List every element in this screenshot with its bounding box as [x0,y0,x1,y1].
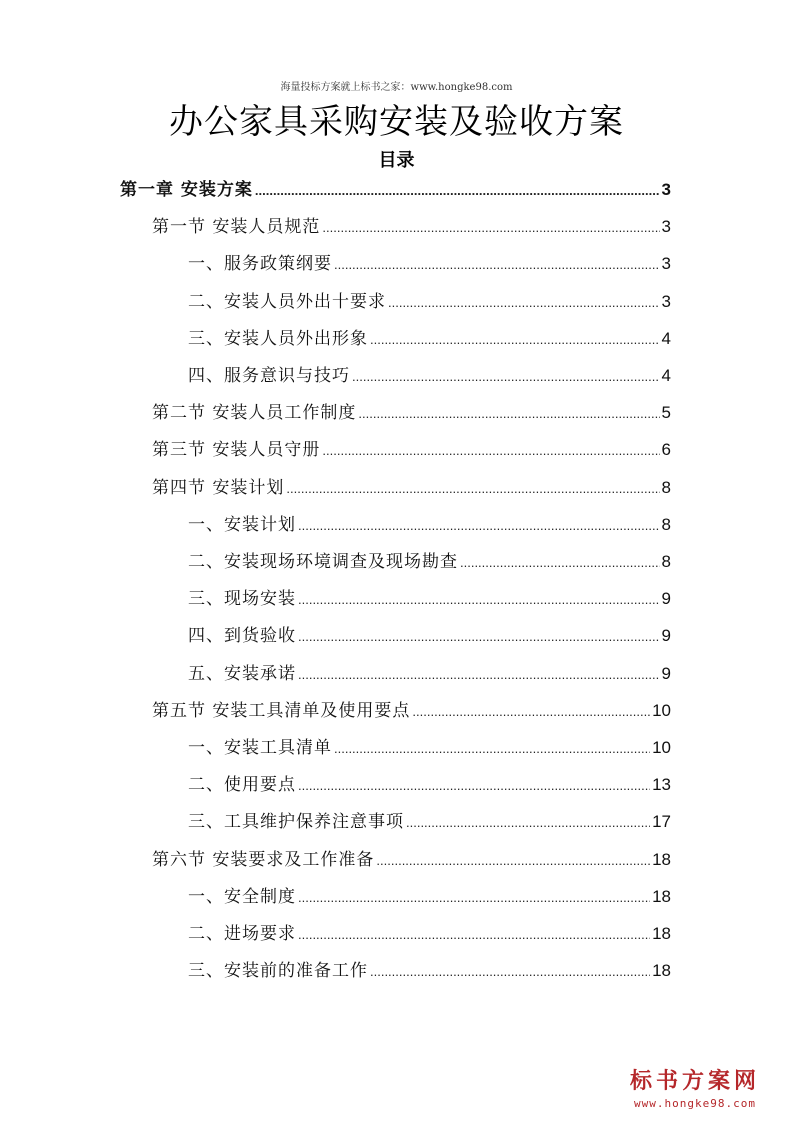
toc-leader-dots [298,592,660,607]
toc-entry[interactable] [152,696,671,733]
watermark-logo [615,1064,775,1110]
toc-leader-dots [322,443,659,458]
toc-leader-dots [298,518,660,533]
toc-entry[interactable] [188,249,671,286]
toc-entry-page-number: 9 [661,589,671,609]
toc-entry[interactable] [188,287,671,324]
toc-leader-dots [298,890,650,905]
toc-entry[interactable] [152,212,671,249]
document-title: 办公家具采购安装及验收方案 [169,102,624,142]
toc-entry-label: 第二节 安装人员工作制度 [152,403,357,424]
toc-entry[interactable] [152,845,671,882]
toc-entry[interactable] [188,547,671,584]
toc-entry-label: 第六节 安装要求及工作准备 [152,849,375,870]
toc-entry-page-number: 4 [661,366,671,385]
toc-entry-page-number: 9 [661,663,671,683]
toc-leader-dots [298,629,660,644]
toc-leader-dots [358,406,659,421]
toc-leader-dots [370,964,650,979]
toc-entry-label: 四、到货验收 [188,626,296,647]
toc-entry[interactable] [188,621,671,658]
toc-entry-page-number: 9 [661,626,671,646]
toc-entry[interactable] [188,770,671,807]
toc-entry-page-number: 8 [661,477,671,497]
toc-entry[interactable] [188,956,671,993]
toc-entry-page-number: 3 [661,291,671,311]
toc-entry[interactable] [152,473,671,510]
toc-entry-page-number: 18 [652,924,671,943]
toc-leader-dots [322,220,659,235]
toc-entry-label: 三、工具维护保养注意事项 [188,812,404,833]
toc-leader-dots [460,555,660,570]
toc-entry-label: 三、现场安装 [188,589,296,610]
toc-entry-label: 第四节 安装计划 [152,477,285,498]
toc-entry-label: 五、安装承诺 [188,663,296,684]
toc-heading: 目录 [378,150,415,171]
toc-leader-dots [406,815,650,830]
watermark-url: www.hongke98.com [634,1097,756,1110]
toc-entry-page-number: 5 [661,403,671,423]
toc-entry-label: 二、安装人员外出十要求 [188,291,386,312]
toc-entry-label: 第一节 安装人员规范 [152,217,321,238]
toc-entry-page-number: 3 [661,180,671,199]
toc-entry[interactable] [152,435,671,472]
toc-entry[interactable] [188,584,671,621]
toc-leader-dots [388,295,660,310]
toc-leader-dots [334,741,650,756]
toc-entry-page-number: 10 [652,700,671,720]
toc-leader-dots [286,481,659,496]
toc-entry-label: 三、安装前的准备工作 [188,961,368,982]
toc-entry-page-number: 3 [661,217,671,237]
toc-leader-dots [376,853,650,868]
toc-leader-dots [298,778,650,793]
toc-leader-dots [412,704,650,719]
toc-entry-label: 一、安装计划 [188,514,296,535]
toc-entry-page-number: 18 [652,849,671,869]
toc-entry-page-number: 8 [661,552,671,571]
toc-leader-dots [352,369,660,384]
toc-entry-label: 四、服务意识与技巧 [188,366,350,386]
toc-entry[interactable] [188,324,671,361]
toc-leader-dots [334,257,660,272]
toc-entry-page-number: 13 [652,775,671,795]
toc-entry-label: 二、安装现场环境调查及现场勘查 [188,552,458,572]
toc-entry-label: 一、安装工具清单 [188,738,332,758]
toc-entry-label: 二、进场要求 [188,924,296,944]
toc-entry-page-number: 10 [652,738,671,757]
toc-entry-page-number: 8 [661,514,671,534]
header-note: 海量投标方案就上标书之家：www.hongke98.com [280,82,513,93]
toc-entry-label: 二、使用要点 [188,775,296,796]
toc-leader-dots [298,667,660,682]
toc-entry[interactable] [188,919,671,956]
toc-entry[interactable] [188,510,671,547]
toc-entry[interactable] [152,398,671,435]
toc-entry-page-number: 18 [652,961,671,981]
toc-leader-dots [298,927,650,942]
toc-entry-label: 一、服务政策纲要 [188,254,332,275]
toc-entry[interactable] [188,733,671,770]
toc-entry-page-number: 17 [652,812,671,832]
toc-entry-label: 第一章 安装方案 [120,180,253,200]
toc-entry[interactable] [188,659,671,696]
toc-entry[interactable] [120,175,671,212]
toc-entry-label: 一、安全制度 [188,886,296,907]
toc-leader-dots [255,183,660,198]
toc-entry[interactable] [188,882,671,919]
toc-leader-dots [370,332,660,347]
toc-entry-label: 第五节 安装工具清单及使用要点 [152,700,411,721]
toc-entry-page-number: 3 [661,254,671,274]
toc-entry-label: 三、安装人员外出形象 [188,328,368,349]
toc-entry-page-number: 6 [661,440,671,460]
toc-entry[interactable] [188,361,671,398]
watermark-logo-text: 标书方案网 [629,1069,760,1094]
toc-entry[interactable] [188,807,671,844]
toc-entry-page-number: 18 [652,886,671,906]
toc-entry-label: 第三节 安装人员守册 [152,440,321,461]
toc-entry-page-number: 4 [661,328,671,348]
